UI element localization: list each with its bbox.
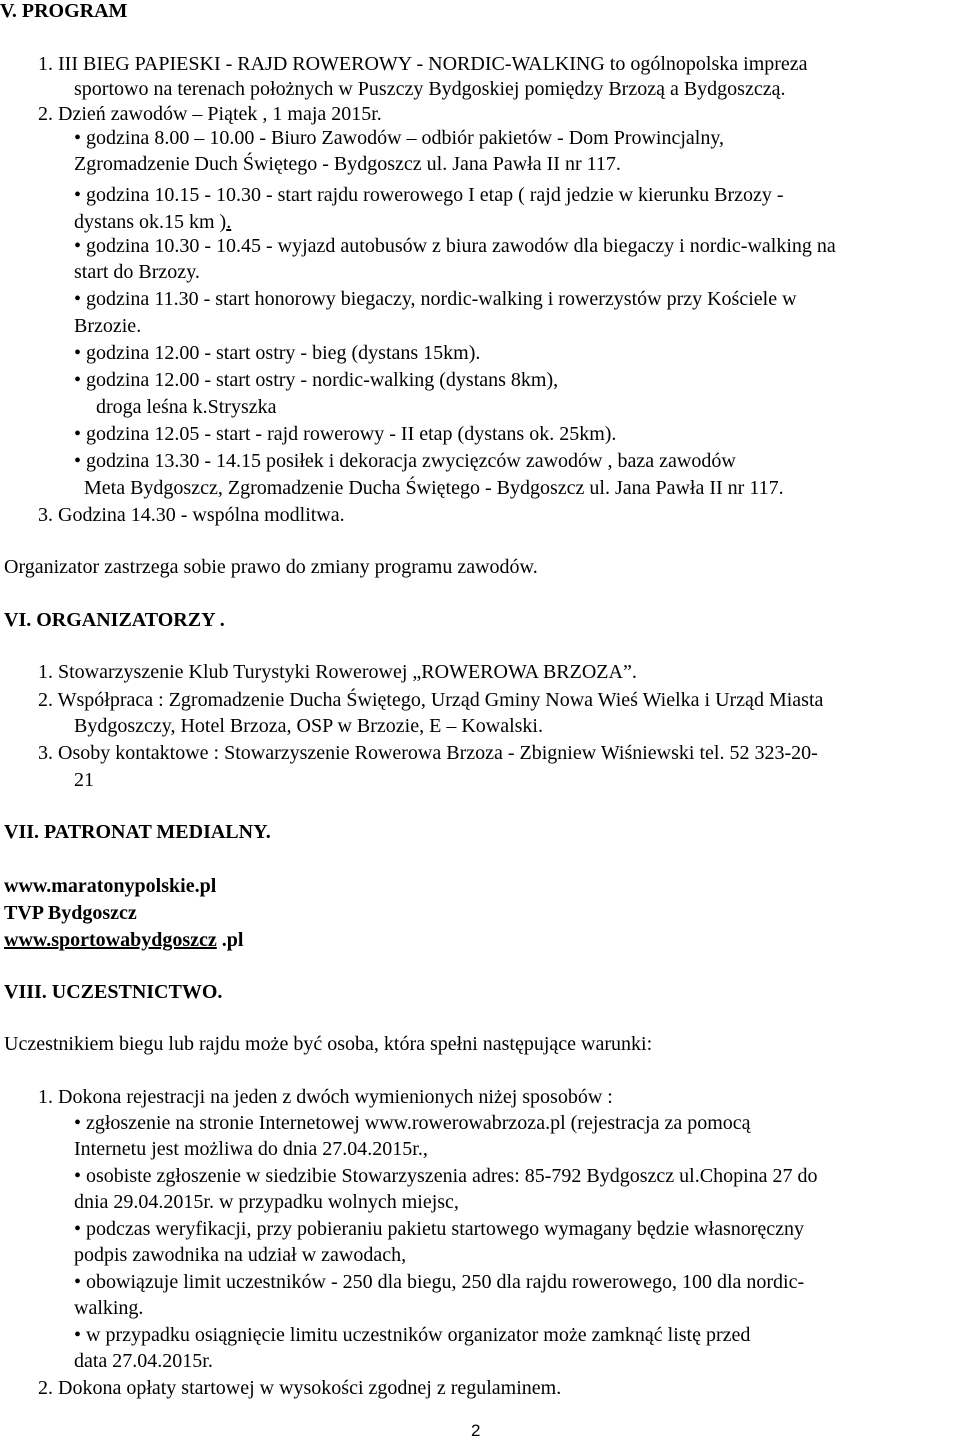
schedule-item-1-line-2: Zgromadzenie Duch Świętego - Bydgoszcz ul. Jana Pawła II nr 117.	[74, 153, 621, 175]
registration-item-2-line-2: dnia 29.04.2015r. w przypadku wolnych miejsc,	[74, 1191, 459, 1213]
schedule-item-6-line-2: droga leśna k.Stryszka	[96, 396, 277, 418]
patron-sportowa-line	[4, 928, 243, 953]
section-heading-patronat: VII. PATRONAT MEDIALNY.	[4, 821, 271, 843]
section-heading-organizers: VI. ORGANIZATORZY .	[4, 609, 225, 631]
participation-item-1: 1. Dokona rejestracji na jeden z dwóch wymienionych niżej sposobów :	[38, 1086, 613, 1108]
schedule-item-2-text: dystans ok.15 km )	[74, 211, 227, 233]
organizers-item-2-line-2: Bydgoszczy, Hotel Brzoza, OSP w Brzozie, E – Kowalski.	[74, 715, 543, 737]
program-item-3: 3. Godzina 14.30 - wspólna modlitwa.	[38, 504, 345, 526]
schedule-item-6-line-1: • godzina 12.00 - start ostry - nordic-walking (dystans 8km),	[74, 369, 559, 391]
program-note: Organizator zastrzega sobie prawo do zmiany programu zawodów.	[4, 556, 538, 578]
schedule-item-2-tail: .	[226, 211, 232, 233]
organizers-item-3-line-2: 21	[74, 769, 94, 791]
schedule-item-5: • godzina 12.00 - start ostry - bieg (dystans 15km).	[74, 342, 481, 364]
schedule-item-8-line-2: Meta Bydgoszcz, Zgromadzenie Ducha Świętego - Bydgoszcz ul. Jana Pawła II nr 117.	[84, 477, 784, 499]
program-item-1-line-2: sportowo na terenach położnych w Puszczy Bydgoskiej pomiędzy Brzozą a Bydgoszczą.	[74, 78, 786, 100]
schedule-item-2-line-2	[74, 210, 231, 235]
program-item-1-line-1: 1. III BIEG PAPIESKI - RAJD ROWEROWY - NORDIC-WALKING to ogólnopolska impreza	[38, 53, 808, 75]
organizers-item-1: 1. Stowarzyszenie Klub Turystyki Rowerowej „ROWEROWA BRZOZA”.	[38, 661, 637, 683]
schedule-item-4-line-1: • godzina 11.30 - start honorowy biegaczy, nordic-walking i rowerzystów przy Kościele w	[74, 288, 797, 310]
program-item-2: 2. Dzień zawodów – Piątek , 1 maja 2015r.	[38, 103, 382, 125]
patron-tvp: TVP Bydgoszcz	[4, 902, 137, 924]
schedule-item-4-line-2: Brzozie.	[74, 315, 142, 337]
participation-intro: Uczestnikiem biegu lub rajdu może być osoba, która spełni następujące warunki:	[4, 1033, 653, 1055]
section-heading-program: V. PROGRAM	[0, 0, 128, 22]
page-number: 2	[471, 1421, 481, 1440]
schedule-item-3-line-1: • godzina 10.30 - 10.45 - wyjazd autobusów z biura zawodów dla biegaczy i nordic-walking na	[74, 235, 836, 257]
registration-item-4-line-1: • obowiązuje limit uczestników - 250 dla biegu, 250 dla rajdu rowerowego, 100 dla nordic-	[74, 1271, 805, 1293]
registration-item-3-line-1: • podczas weryfikacji, przy pobieraniu pakietu startowego wymagany będzie własnoręczny	[74, 1218, 805, 1240]
registration-item-1-line-2: Internetu jest możliwa do dnia 27.04.2015r.,	[74, 1138, 428, 1160]
registration-item-1-line-1: • zgłoszenie na stronie Internetowej www.rowerowabrzoza.pl (rejestracja za pomocą	[74, 1112, 751, 1134]
participation-item-2: 2. Dokona opłaty startowej w wysokości zgodnej z regulaminem.	[38, 1377, 562, 1399]
organizers-item-3-line-1: 3. Osoby kontaktowe : Stowarzyszenie Rowerowa Brzoza - Zbigniew Wiśniewski tel. 52 323-20-	[38, 742, 818, 764]
schedule-item-7: • godzina 12.05 - start - rajd rowerowy - II etap (dystans ok. 25km).	[74, 423, 617, 445]
schedule-item-3-line-2: start do Brzozy.	[74, 261, 200, 283]
patron-link-suffix: .pl	[216, 929, 244, 951]
organizers-item-2-line-1: 2. Współpraca : Zgromadzenie Ducha Świętego, Urząd Gminy Nowa Wieś Wielka i Urząd Miasta	[38, 689, 824, 711]
registration-item-5-line-1: • w przypadku osiągnięcie limitu uczestników organizator może zamknąć listę przed	[74, 1324, 751, 1346]
section-heading-participation: VIII. UCZESTNICTWO.	[4, 981, 223, 1003]
patron-link-maratony: www.maratonypolskie.pl	[4, 875, 217, 897]
registration-item-5-line-2: data 27.04.2015r.	[74, 1350, 213, 1372]
registration-item-4-line-2: walking.	[74, 1297, 144, 1319]
registration-item-2-line-1: • osobiste zgłoszenie w siedzibie Stowarzyszenia adres: 85-792 Bydgoszcz ul.Chopina 27 do	[74, 1165, 818, 1187]
schedule-item-2-line-1: • godzina 10.15 - 10.30 - start rajdu rowerowego I etap ( rajd jedzie w kierunku Brzozy -	[74, 184, 784, 206]
schedule-item-8-line-1: • godzina 13.30 - 14.15 posiłek i dekoracja zwycięzców zawodów , baza zawodów	[74, 450, 736, 472]
patron-link-sportowabydgoszcz[interactable]: www.sportowabydgoszcz	[4, 929, 217, 951]
schedule-item-1-line-1: • godzina 8.00 – 10.00 - Biuro Zawodów – odbiór pakietów - Dom Prowincjalny,	[74, 127, 725, 149]
registration-item-3-line-2: podpis zawodnika na udział w zawodach,	[74, 1244, 407, 1266]
